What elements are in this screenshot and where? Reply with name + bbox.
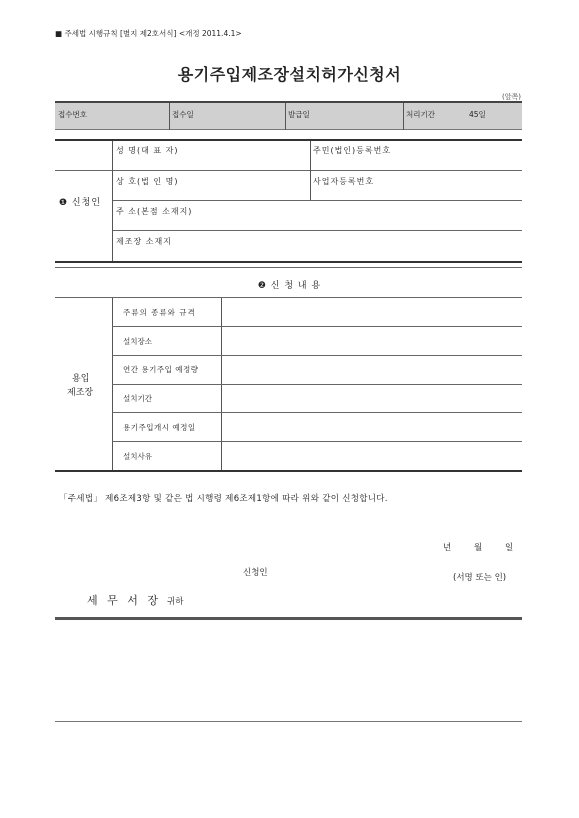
receipt-date-label: 접수일	[172, 110, 194, 119]
date-day-label: 일	[505, 543, 514, 553]
declaration-statement: 「주세법」 제6조제3항 및 같은 법 시행령 제6조제1항에 따라 위와 같이 신청합니다.	[59, 494, 388, 504]
issue-date-label: 발급일	[288, 110, 310, 119]
declaration-bottom-border	[55, 617, 522, 620]
row-install-reason: 설치사유	[123, 452, 152, 461]
row-install-period: 설치기간	[123, 394, 152, 403]
document-title: 용기주입제조장설치허가신청서	[177, 65, 402, 84]
address-label: 주 소(본점 소재지)	[116, 207, 193, 216]
processing-period-label: 처리기간	[406, 110, 435, 119]
applicant-top-border	[55, 139, 522, 141]
processing-period-value: 45일	[469, 110, 486, 119]
addressee: 세 무 서 장	[87, 594, 161, 607]
applicant-section-label: ❶ 신청인	[59, 198, 102, 208]
id-number-label: 주민(법인)등록번호	[313, 146, 392, 155]
business-number-label: 사업자등록번호	[313, 177, 375, 186]
page-side-label: (앞쪽)	[502, 93, 521, 101]
name-label: 성 명(대 표 자)	[116, 146, 179, 155]
group-label-line1: 용입	[72, 374, 90, 384]
applicant-sign-label: 신청인	[243, 568, 268, 578]
trade-name-label: 상 호(법 인 명)	[116, 177, 179, 186]
application-section-title: ❷ 신 청 내 용	[257, 281, 322, 291]
receipt-number-label: 접수번호	[58, 110, 87, 119]
group-label-line2: 제조장	[67, 388, 94, 398]
date-month-label: 월	[474, 543, 483, 553]
addressee-honorific: 귀하	[167, 597, 184, 607]
row-install-location: 설치장소	[123, 337, 152, 346]
page-bottom-line	[55, 721, 522, 722]
date-year-label: 년	[443, 543, 452, 553]
factory-address-label: 제조장 소재지	[116, 237, 172, 246]
row-liquor-type: 주류의 종류와 규격	[123, 308, 196, 317]
signature-note: (서명 또는 인)	[453, 573, 507, 583]
row-start-date: 용기주입개시 예정일	[123, 423, 196, 432]
receipt-box	[55, 101, 522, 130]
form-reference: ■ 주세법 시행규칙 [별지 제2호서식] <개정 2011.4.1>	[55, 29, 242, 38]
row-annual-volume: 연간 용기주입 예정량	[123, 365, 199, 374]
